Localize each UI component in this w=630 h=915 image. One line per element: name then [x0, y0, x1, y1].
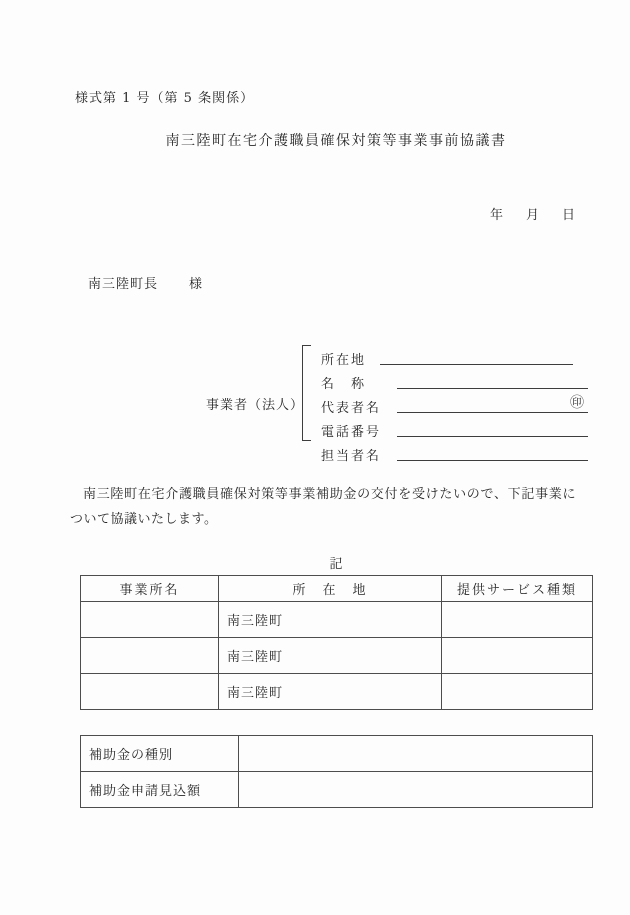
fill-line-name	[397, 388, 588, 389]
date-day-label: 日	[562, 208, 576, 223]
header-service-type: 提供サービス種類	[442, 576, 593, 602]
subsidy-amount-label: 補助金申請見込額	[81, 772, 239, 808]
field-label-contact-person: 担当者名	[321, 449, 382, 464]
field-label-location: 所在地	[321, 353, 367, 368]
header-office-name: 事業所名	[81, 576, 219, 602]
cell-office-name	[81, 638, 219, 674]
page-title: 南三陸町在宅介護職員確保対策等事業事前協議書	[165, 133, 507, 149]
office-table-header-row	[81, 576, 593, 602]
table-row	[81, 602, 593, 638]
cell-service-type	[442, 602, 593, 638]
fill-line-location	[380, 364, 573, 365]
note-heading: 記	[329, 557, 343, 572]
cell-office-name	[81, 602, 219, 638]
addressee	[88, 273, 203, 292]
fill-line-contact-person	[397, 460, 588, 461]
fill-line-representative	[397, 412, 588, 413]
provider-label: 事業者（法人）	[206, 398, 305, 413]
cell-location: 南三陸町	[219, 638, 442, 674]
cell-office-name	[81, 674, 219, 710]
cell-service-type	[442, 674, 593, 710]
cell-location: 南三陸町	[219, 602, 442, 638]
addressee-name: 南三陸町長	[88, 277, 159, 292]
fill-line-phone	[397, 436, 588, 437]
cell-location: 南三陸町	[219, 674, 442, 710]
body-paragraph: 南三陸町在宅介護職員確保対策等事業補助金の交付を受けたいので、下記事業について協議いたします。	[70, 487, 576, 527]
subsidy-type-label: 補助金の種別	[81, 736, 239, 772]
field-label-name: 名 称	[321, 377, 367, 392]
table-row	[81, 736, 593, 772]
date-year-label: 年	[490, 208, 504, 223]
table-row	[81, 772, 593, 808]
form-number: 様式第 1 号（第 5 条関係）	[75, 91, 255, 106]
field-label-phone: 電話番号	[321, 425, 382, 440]
seal-mark-icon: ㊞	[570, 395, 584, 411]
table-row	[81, 638, 593, 674]
date-line	[490, 204, 575, 223]
header-location: 所 在 地	[219, 576, 442, 602]
cell-service-type	[442, 638, 593, 674]
subsidy-table	[80, 735, 593, 808]
subsidy-amount-value	[239, 772, 593, 808]
date-month-label: 月	[526, 208, 540, 223]
addressee-honorific: 様	[189, 277, 204, 292]
field-label-representative: 代表者名	[321, 401, 382, 416]
office-table	[80, 575, 593, 710]
provider-bracket	[302, 345, 311, 441]
subsidy-type-value	[239, 736, 593, 772]
table-row	[81, 674, 593, 710]
